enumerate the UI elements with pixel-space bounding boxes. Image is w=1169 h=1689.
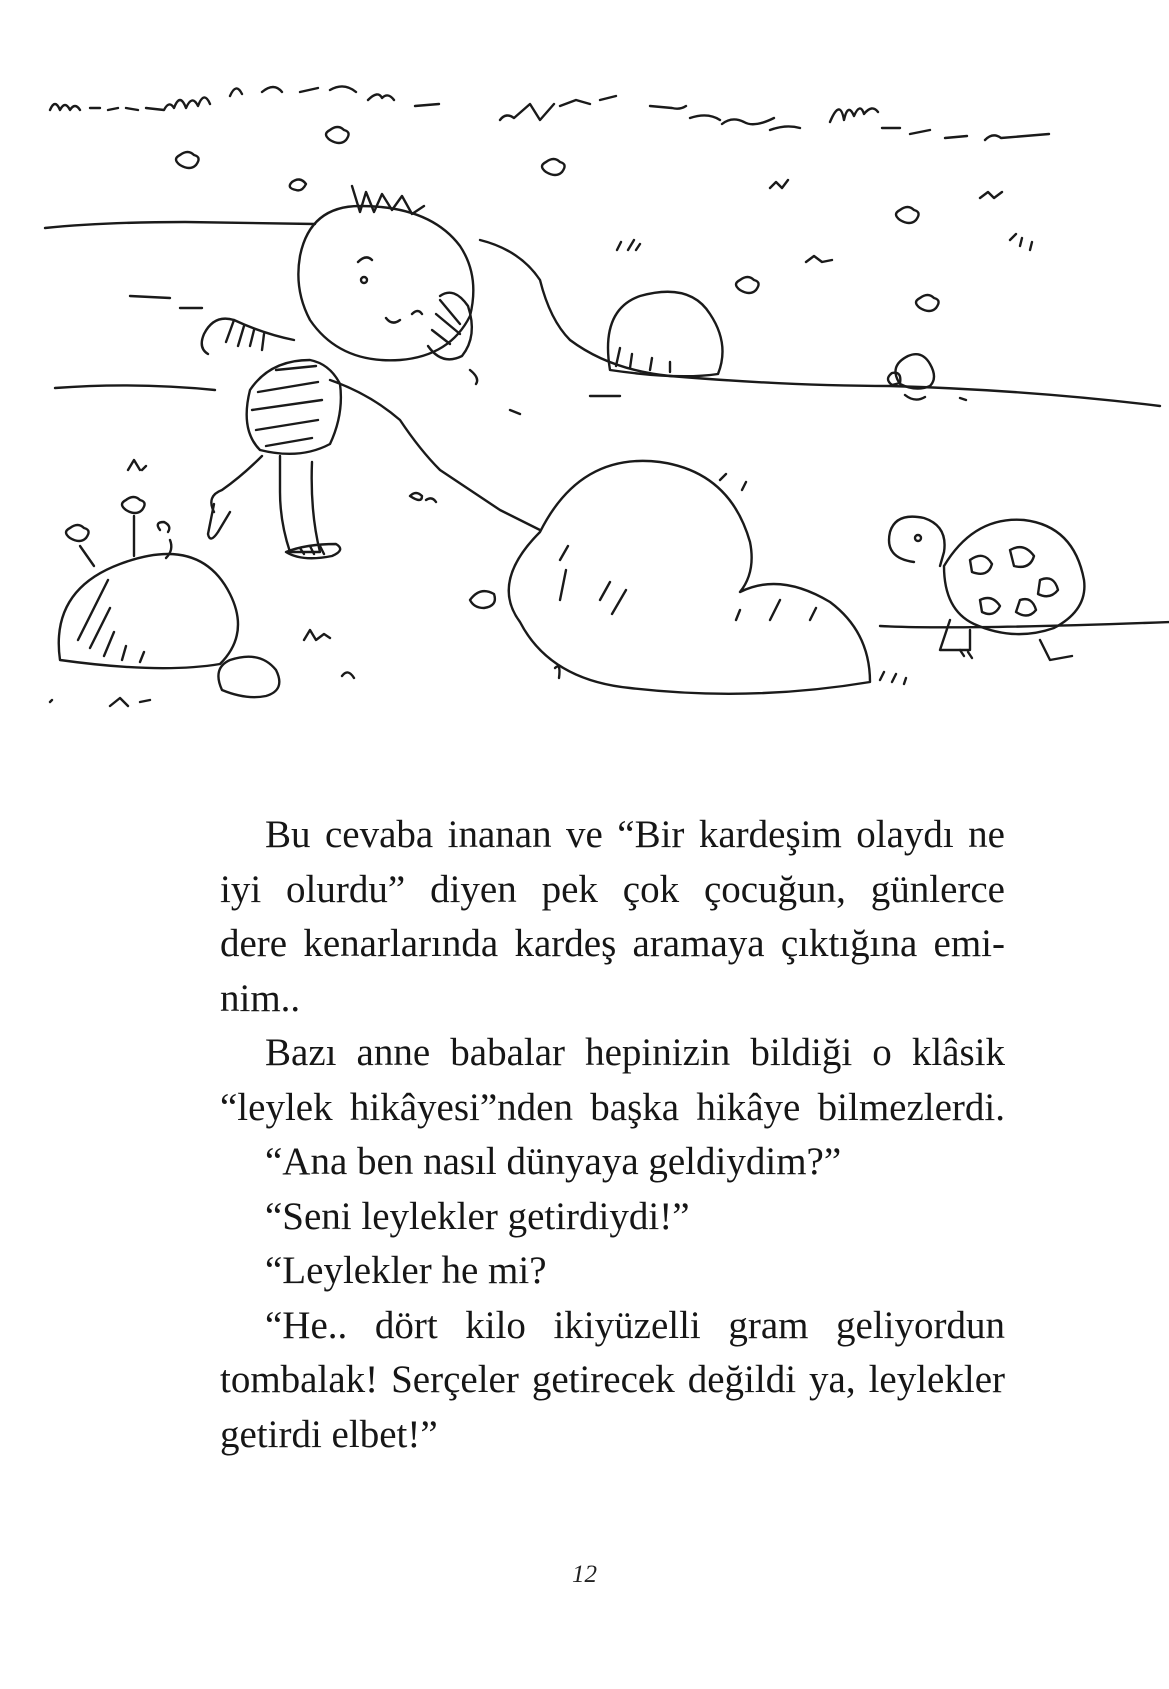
illustration (0, 0, 1169, 720)
turtle-figure (880, 517, 1169, 660)
paragraph-5 (220, 1244, 1005, 1299)
grass-tufts (50, 86, 1049, 706)
text-line: “Leylekler he mi? (265, 1249, 547, 1292)
text-line: Bazı anne babalar hepinizin bildiği o klâsik (265, 1031, 1005, 1074)
paragraph-1 (220, 808, 1005, 1026)
rocks (59, 292, 966, 697)
paragraph-6 (220, 1299, 1005, 1463)
story-text (220, 808, 1005, 1462)
text-line: “leylek hikâyesi”nden başka hikâye bilmezlerdi. (220, 1085, 1005, 1129)
text-line: dere kenarlarında kardeş aramaya çıktığına emi- (220, 922, 1005, 965)
text-line: Bu cevaba inanan ve “Bir kardeşim olaydı ne (265, 813, 1005, 856)
boy-and-turtle-drawing (0, 0, 1169, 720)
stream (45, 222, 1160, 530)
text-line: iyi olurdu” diyen pek çok çocuğun, günlerce (220, 867, 1005, 911)
text-line: getirdi elbet!” (220, 1412, 438, 1456)
text-line: tombalak! Serçeler getirecek değildi ya, leylekler (220, 1358, 1005, 1401)
paragraph-4 (220, 1190, 1005, 1245)
paragraph-2 (220, 1026, 1005, 1135)
boy-figure (202, 186, 474, 558)
flowers (66, 127, 939, 566)
text-line: “Ana ben nasıl dünyaya geldiydim?” (265, 1140, 842, 1183)
paragraph-3 (220, 1135, 1005, 1190)
text-line: “He.. dört kilo ikiyüzelli gram geliyordun (265, 1303, 1005, 1347)
page-number: 12 (572, 1561, 597, 1588)
text-line: “Seni leylekler getirdiydi!” (265, 1194, 690, 1238)
text-line: nim.. (220, 976, 301, 1020)
